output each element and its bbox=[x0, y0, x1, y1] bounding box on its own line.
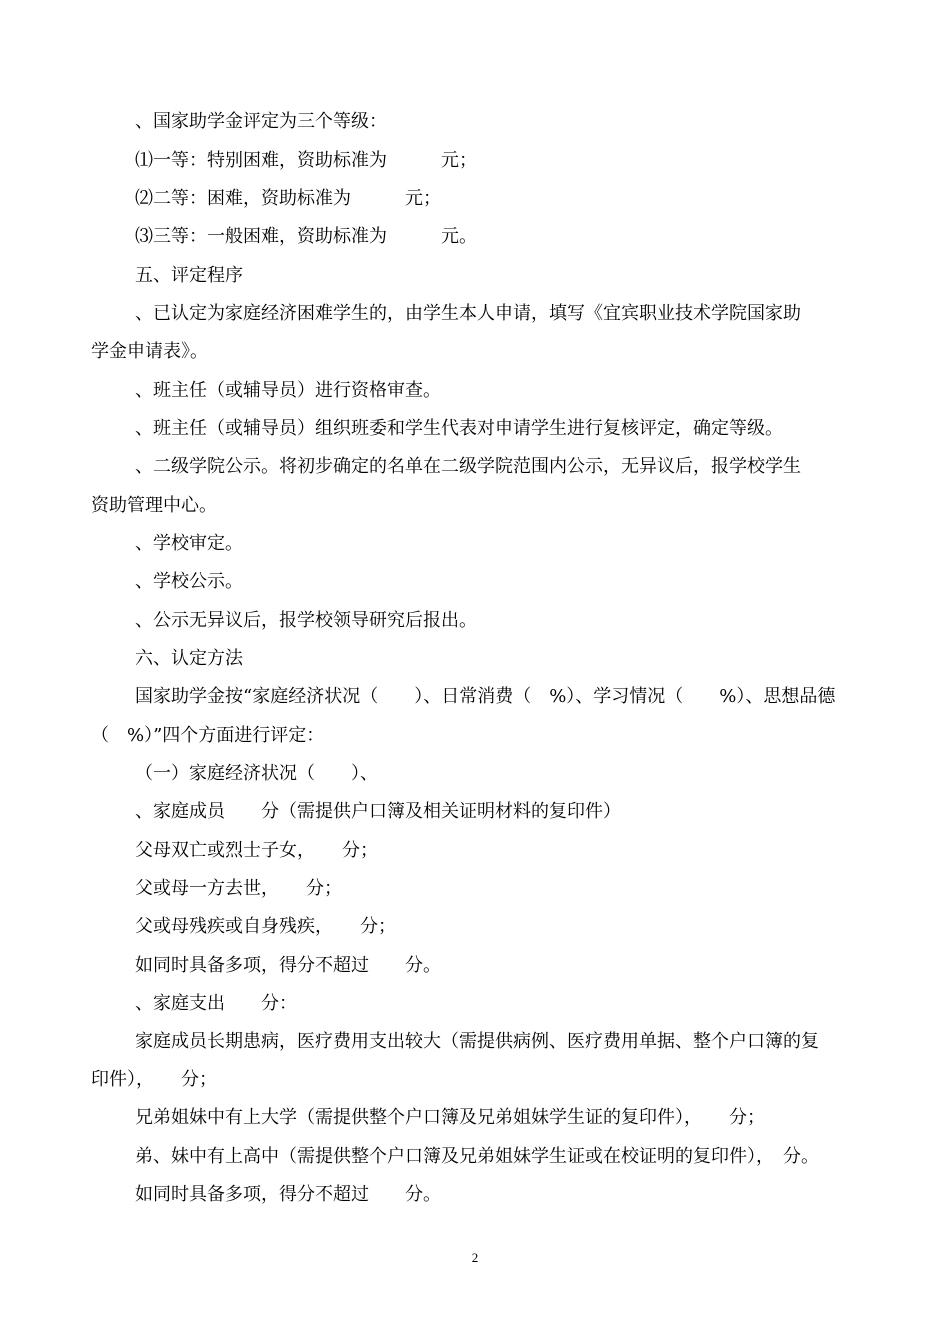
text-line: 父或母一方去世， 分； bbox=[135, 878, 342, 899]
text-line: ⑵二等：困难，资助标准为 元； bbox=[135, 188, 441, 209]
text-line: （ %）”四个方面进行评定： bbox=[91, 725, 325, 746]
text-line: 弟、妹中有上高中（需提供整个户口簿及兄弟姐妹学生证或在校证明的复印件）， 分。 bbox=[135, 1146, 819, 1167]
section-heading: 六、认定方法 bbox=[135, 648, 243, 669]
text-line: 学金申请表》。 bbox=[91, 341, 208, 362]
text-line: 、已认定为家庭经济困难学生的，由学生本人申请，填写《宜宾职业技术学院国家助 bbox=[135, 303, 801, 324]
text-line: 父母双亡或烈士子女， 分； bbox=[135, 840, 378, 861]
text-line: 、学校审定。 bbox=[135, 533, 243, 554]
text-line: 印件）， 分； bbox=[91, 1069, 217, 1090]
subsection-heading: （一）家庭经济状况（ ）、 bbox=[135, 763, 378, 784]
text-line: 资助管理中心。 bbox=[91, 495, 217, 516]
text-line: 父或母残疾或自身残疾， 分； bbox=[135, 916, 396, 937]
text-line: 、班主任（或辅导员）进行资格审查。 bbox=[135, 380, 441, 401]
text-line: ⑶三等：一般困难，资助标准为 元。 bbox=[135, 226, 477, 247]
text-line: 兄弟姐妹中有上大学（需提供整个户口簿及兄弟姐妹学生证的复印件）， 分； bbox=[135, 1107, 765, 1128]
section-heading: 五、评定程序 bbox=[135, 265, 243, 286]
text-line: 、国家助学金评定为三个等级： bbox=[135, 111, 387, 132]
text-line: 、二级学院公示。将初步确定的名单在二级学院范围内公示，无异议后，报学校学生 bbox=[135, 456, 801, 477]
text-line: 、家庭成员 分（需提供户口簿及相关证明材料的复印件） bbox=[135, 801, 621, 822]
text-line: 国家助学金按“家庭经济状况（ ）、日常消费（ %）、学习情况（ %）、思想品德 bbox=[135, 686, 836, 707]
text-line: 、班主任（或辅导员）组织班委和学生代表对申请学生进行复核评定，确定等级。 bbox=[135, 418, 783, 439]
text-line: 、公示无异议后，报学校领导研究后报出。 bbox=[135, 610, 477, 631]
text-line: 如同时具备多项，得分不超过 分。 bbox=[135, 955, 441, 976]
text-line: 、家庭支出 分： bbox=[135, 993, 297, 1014]
text-line: 家庭成员长期患病，医疗费用支出较大（需提供病例、医疗费用单据、整个户口簿的复 bbox=[135, 1031, 819, 1052]
text-line: 、学校公示。 bbox=[135, 571, 243, 592]
text-line: 如同时具备多项，得分不超过 分。 bbox=[135, 1184, 441, 1205]
page-number: 2 bbox=[471, 1250, 479, 1265]
text-line: ⑴一等：特别困难，资助标准为 元； bbox=[135, 150, 477, 171]
